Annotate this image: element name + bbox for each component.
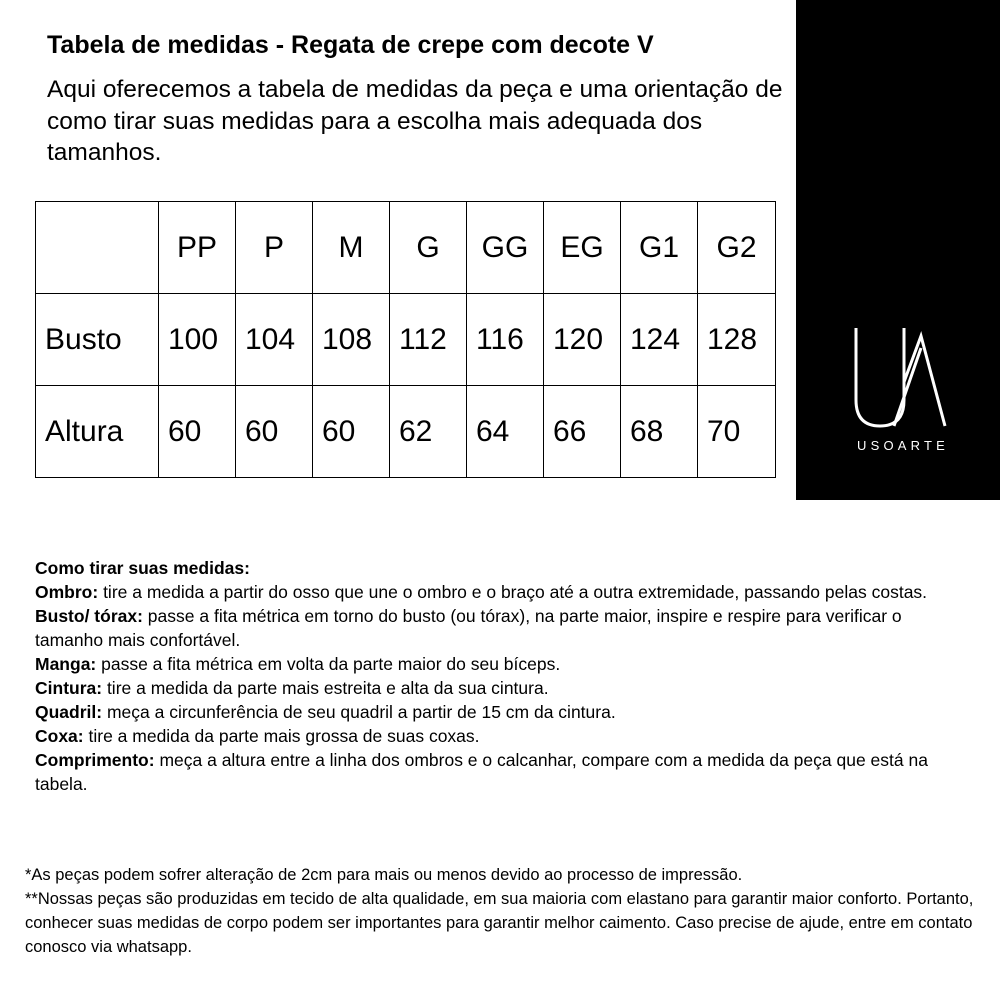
size-header-cell: P [236, 202, 313, 294]
table-cell: 108 [313, 294, 390, 386]
intro-text: Aqui oferecemos a tabela de medidas da peça e uma orientação de como tirar suas medidas para a escolha mais adequada dos tamanhos. [47, 76, 783, 166]
table-cell: 124 [621, 294, 698, 386]
size-header-row [36, 202, 776, 294]
row-label: Altura [36, 386, 159, 478]
guide-item [35, 676, 955, 700]
guide-text: passe a fita métrica em volta da parte maior do seu bíceps. [96, 654, 561, 674]
footnote: **Nossas peças são produzidas em tecido de alta qualidade, em sua maioria com elastano para garantir maior conforto. Portanto, conhecer suas medidas de corpo podem ser importantes para garantir melhor caimento. Caso precise de ajude, entre em contato conosco via whatsapp. [25, 890, 974, 956]
table-cell: 60 [313, 386, 390, 478]
guide-item [35, 700, 955, 724]
table-cell: 60 [236, 386, 313, 478]
footnote: *As peças podem sofrer alteração de 2cm para mais ou menos devido ao processo de impressão. [25, 866, 743, 884]
table-cell: 120 [544, 294, 621, 386]
page-title: Tabela de medidas - Regata de crepe com decote V [47, 31, 654, 59]
guide-term: Cintura: [35, 678, 103, 698]
guide-term: Coxa: [35, 726, 84, 746]
table-cell: 104 [236, 294, 313, 386]
guide-text: meça a altura entre a linha dos ombros e o calcanhar, compare com a medida da peça que está na tabela. [35, 750, 928, 794]
guide-text: tire a medida a partir do osso que une o ombro e o braço até a outra extremidade, passando pelas costas. [98, 582, 928, 602]
brand-panel [796, 0, 1000, 500]
guide-heading: Como tirar suas medidas: [35, 558, 250, 578]
size-header-cell: G [390, 202, 467, 294]
size-header-cell: GG [467, 202, 544, 294]
table-cell: 68 [621, 386, 698, 478]
guide-term: Comprimento: [35, 750, 155, 770]
size-header-cell: EG [544, 202, 621, 294]
table-row [36, 294, 776, 386]
size-header-cell: G1 [621, 202, 698, 294]
guide-item [35, 724, 955, 748]
guide-term: Ombro: [35, 582, 99, 602]
table-cell: 128 [698, 294, 776, 386]
guide-term: Busto/ tórax: [35, 606, 143, 626]
table-corner-cell [36, 202, 159, 294]
measurement-guide [35, 556, 955, 796]
table-cell: 100 [159, 294, 236, 386]
size-header-cell: G2 [698, 202, 776, 294]
guide-text: meça a circunferência de seu quadril a partir de 15 cm da cintura. [102, 702, 616, 722]
row-label: Busto [36, 294, 159, 386]
table-cell: 62 [390, 386, 467, 478]
guide-term: Manga: [35, 654, 97, 674]
table-cell: 116 [467, 294, 544, 386]
ua-monogram-icon [848, 322, 948, 432]
guide-item [35, 652, 955, 676]
table-cell: 64 [467, 386, 544, 478]
guide-item [35, 604, 955, 652]
table-cell: 66 [544, 386, 621, 478]
table-cell: 60 [159, 386, 236, 478]
size-header-cell: M [313, 202, 390, 294]
table-cell: 70 [698, 386, 776, 478]
guide-item [35, 748, 955, 796]
guide-item [35, 580, 955, 604]
size-header-cell: PP [159, 202, 236, 294]
guide-term: Quadril: [35, 702, 103, 722]
size-table [35, 201, 776, 478]
table-cell: 112 [390, 294, 467, 386]
guide-text: tire a medida da parte mais estreita e alta da sua cintura. [102, 678, 549, 698]
brand-name: USOARTE [856, 438, 949, 453]
table-row [36, 386, 776, 478]
footnotes [25, 863, 975, 959]
guide-text: tire a medida da parte mais grossa de suas coxas. [83, 726, 480, 746]
guide-text: passe a fita métrica em torno do busto (ou tórax), na parte maior, inspire e respire para verificar o tamanho mais confortável. [35, 606, 902, 650]
